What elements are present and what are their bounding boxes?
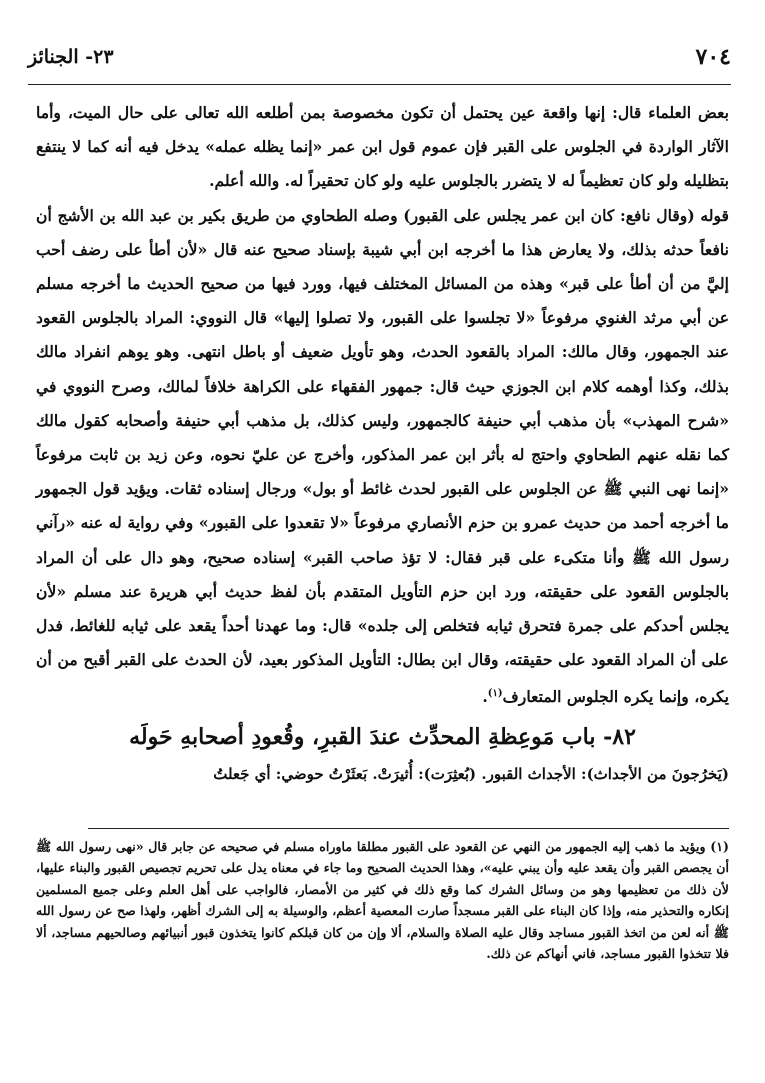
main-text xyxy=(36,96,729,791)
page-number: ٧٠٤ xyxy=(695,44,731,70)
paragraph-2-lead: قوله xyxy=(700,205,729,225)
paragraph-2-text: (وقال نافع: كان ابن عمر يجلس على القبور) وصله الطحاوي من طريق بكير بن عبد الله بن الأشج أن نافعاً حدثه بذلك، ولا يعارض هذا ما أخرجه ابن أبي شيبة بإسناد صحيح عنه قال «لأن أطأ على رضف أحب إليَّ من أن أطأ على قبر» وهذه من المسائل المختلف فيها، وورد فيها من صحيح الحديث ما أخرجه مسلم عن أبي مرثد الغنوي مرفوعاً «لا تجلسوا على القبور، ولا تصلوا إليها» قال النووي: المراد بالجلوس القعود عند الجمهور، وقال مالك: المراد بالقعود الحدث، وهو تأويل ضعيف أو باطل انتهى. وهو يوهم انفراد مالك بذلك، وكذا أوهمه كلام ابن الجوزي حيث قال: جمهور الفقهاء على الكراهة خلافاً لمالك، وصرح النووي في «شرح المهذب» بأن مذهب أبي حنيفة كالجمهور، وليس كذلك، بل مذهب أبي حنيفة وأصحابه كقول مالك كما نقله عنهم الطحاوي واحتج له بأثر ابن عمر المذكور، وأخرج عن عليّ نحوه، وعن زيد بن ثابت مرفوعاً «إنما نهى النبي ﷺ عن الجلوس على القبور لحدث غائط أو بول» ورجال إسناده ثقات. ويؤيد قول الجمهور ما أخرجه أحمد من حديث عمرو بن حزم الأنصاري مرفوعاً «لا تقعدوا على القبور» وفي رواية له عنه «رآني رسول الله ﷺ وأنا متكىء على قبر فقال: لا تؤذ صاحب القبر» إسناده صحيح، وهو دال على أن المراد بالجلوس القعود على حقيقته، ورد ابن حزم التأويل المتقدم بأن لفظ حديث أبي هريرة عند مسلم «لأن يجلس أحدكم على جمرة فتحرق ثيابه فتخلص إلى جلده» قال: وما عهدنا أحداً يقعد على ثيابه للغائط، فدل على أن المراد القعود على حقيقته، وقال ابن بطال: التأويل المذكور بعيد، لأن الحدث على القبر أقبح من أن يكره، وإنما يكره الجلوس المتعارف xyxy=(36,205,729,707)
header-divider xyxy=(28,84,731,85)
paragraph-2-end: . xyxy=(482,687,488,707)
footnote-reference: (١) xyxy=(487,688,503,700)
glossary-line: (يَخرُجونَ من الأجداث): الأجداث القبور. (بُعثِرَت): أُثيرَتْ. بَعثَرْتُ حوضي: أي جَعلتُ xyxy=(213,764,729,783)
paragraph-1: بعض العلماء قال: إنها واقعة عين يحتمل أن تكون مخصوصة بمن أطلعه الله تعالى على حال الميت، وأما الآثار الواردة في الجلوس على القبر فإن عموم قول ابن عمر «إنما يظله عمله» يدخل فيه أنه كما لا ينتفع بتظليله ولو كان تعظيماً له لا يتضرر بالجلوس عليه ولو كان تحقيراً له. والله أعلم. xyxy=(36,103,729,191)
footnote-divider xyxy=(88,828,729,829)
chapter-title: ٢٣- الجنائز xyxy=(28,46,114,68)
footnote: (١) ويؤيد ما ذهب إليه الجمهور من النهي عن القعود على القبور مطلقا ماوراه مسلم في صحيحه عن جابر قال «نهى رسول الله ﷺ أن يجصص القبر وأن يقعد عليه وأن يبني عليه»، وهذا الحديث الصحيح وما جاء في معناه يدل على تحريم تجصيص القبور والبناء عليها، لأن ذلك من تعظيمها وهو من وسائل الشرك كما وقع ذلك في كثير من الأمصار، فالواجب على أهل العلم وعلى جميع المسلمين إنكاره والتحذير منه، وإذا كان البناء على القبر مسجداً صارت المعصية أعظم، والوسيلة به إلى الشرك أظهر، ولهذا صح عن رسول الله ﷺ أنه لعن من اتخذ القبور مساجد وقال عليه الصلاة والسلام، ألا وإن من كان قبلكم كانوا يتخذون قبور أنبيائهم وصالحيهم مساجد، ألا فلا تتخذوا القبور مساجد، فاني أنهاكم عن ذلك. xyxy=(36,839,729,962)
page-header xyxy=(28,44,731,84)
section-heading: ٨٢- باب مَوعِظةِ المحدِّث عندَ القبرِ، وقُعودِ أصحابهِ حَولَه xyxy=(129,723,636,750)
paragraph-2 xyxy=(36,199,729,715)
